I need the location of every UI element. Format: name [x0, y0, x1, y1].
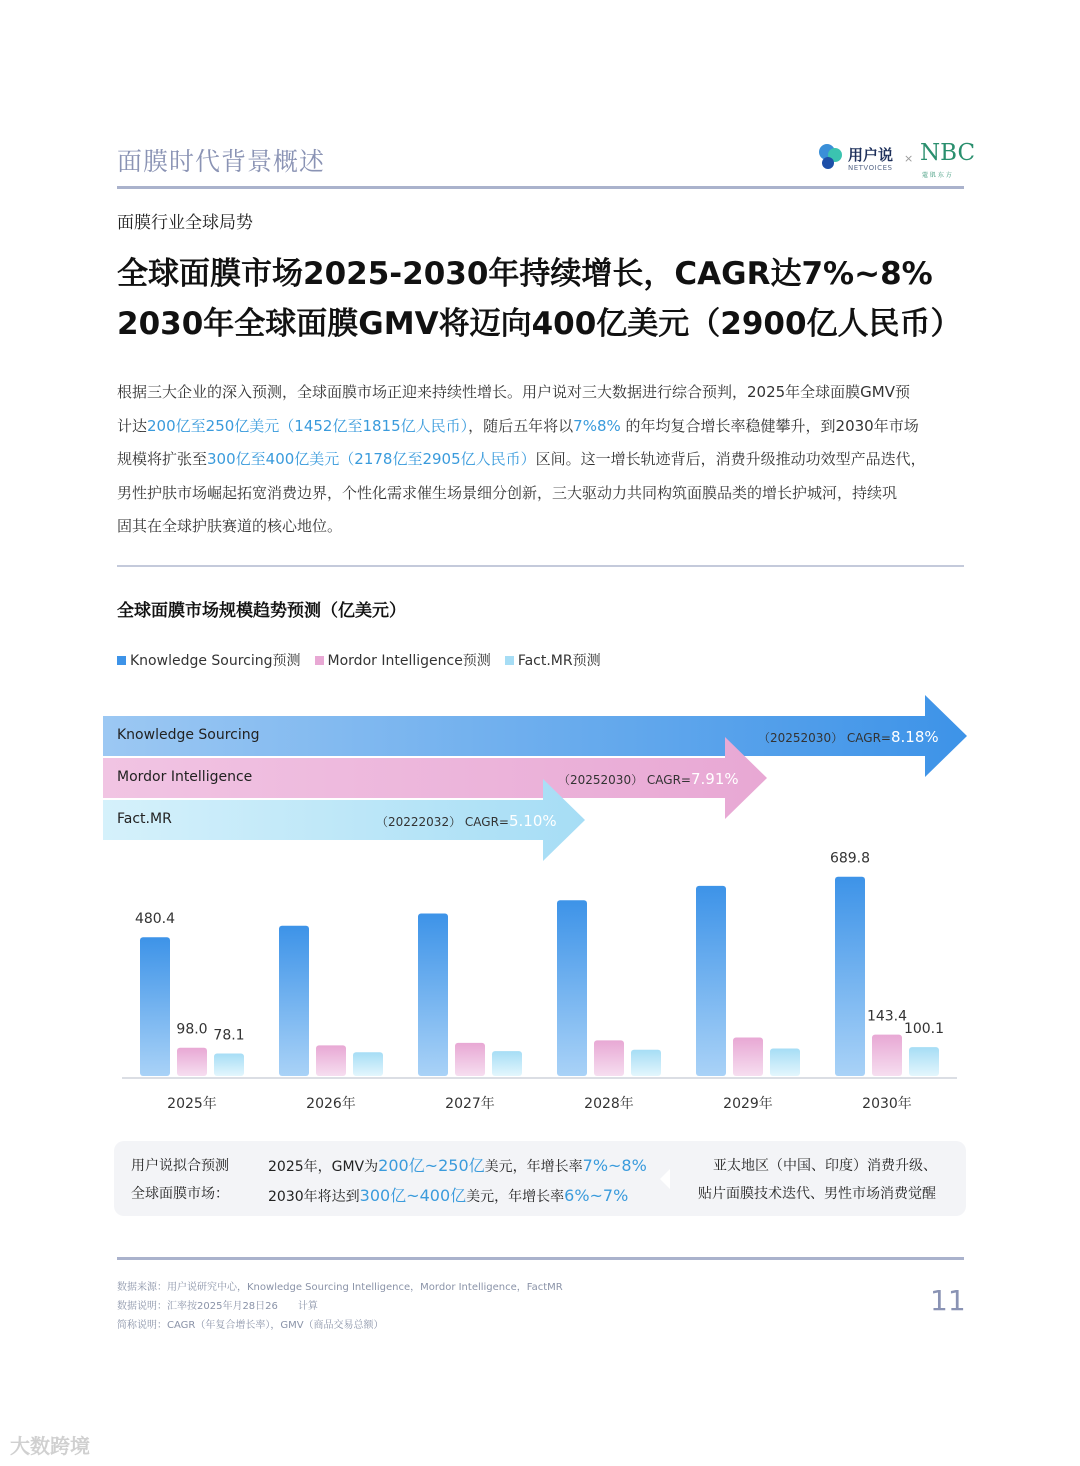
summary-2025: 2025年，GMV为200亿~250亿美元，年增长率7%~8%: [268, 1156, 647, 1175]
para-line: 根据三大企业的深入预测，全球面膜市场正迎来持续性增长。用户说对三大数据进行综合预判，2025年全球面膜GMV预: [117, 383, 911, 401]
x-tick-label: 2029年: [723, 1096, 773, 1112]
bar-fact-mr: [353, 1052, 383, 1076]
x-tick-label: 2028年: [584, 1096, 634, 1112]
footer-divider: [117, 1257, 964, 1260]
bar-chart: [0, 840, 1080, 1130]
footnote-source: 数据来源：用户说研究中心，Knowledge Sourcing Intelligence，Mordor Intelligence，FactMR: [117, 1282, 563, 1293]
bar-mordor-intelligence: [594, 1040, 624, 1076]
chart-legend: [117, 650, 601, 670]
intro-paragraph: [117, 376, 977, 544]
netvoices-logo-en: NETVOICES: [848, 164, 893, 172]
netvoices-logo-icon: [818, 142, 844, 172]
footnote-abbreviations: 简称说明：CAGR（年复合增长率），GMV（商品交易总额）: [117, 1320, 384, 1331]
nbc-logo-sub: 蔻 肌 东 方: [922, 172, 952, 179]
data-label: 143.4: [866, 1008, 908, 1025]
arrow-label-fact-mr: Fact.MR: [117, 811, 172, 827]
summary-drivers-1: 亚太地区（中国、印度）消费升级、: [713, 1158, 937, 1174]
cagr-fact-mr: （20222032） CAGR=5.10%: [376, 812, 557, 830]
bar-mordor-intelligence: [733, 1038, 763, 1076]
summary-2030: 2030年将达到300亿~400亿美元，年增长率6%~7%: [268, 1186, 629, 1205]
bar-knowledge-sourcing: [835, 877, 865, 1076]
data-label: 98.0: [176, 1021, 208, 1038]
legend-item: Knowledge Sourcing预测: [117, 650, 301, 670]
headline-line-1: 全球面膜市场2025-2030年持续增长，CAGR达7%~8%: [117, 256, 933, 292]
data-label: 480.4: [134, 911, 176, 928]
cagr-knowledge-sourcing: （20252030） CAGR=8.18%: [758, 728, 939, 746]
bar-knowledge-sourcing: [140, 937, 170, 1076]
chart-title: 全球面膜市场规模趋势预测（亿美元）: [117, 601, 406, 621]
page-number: 11: [930, 1284, 966, 1317]
arrow-label-knowledge-sourcing: Knowledge Sourcing: [117, 727, 260, 743]
legend-item: Fact.MR预测: [505, 650, 601, 670]
x-tick-label: 2030年: [862, 1096, 912, 1112]
nbc-logo: NBC: [920, 140, 976, 166]
headline-line-2: 2030年全球面膜GMV将迈向400亿美元（2900亿人民币）: [117, 306, 962, 342]
watermark: 大数跨境: [10, 1434, 90, 1458]
bar-fact-mr: [214, 1053, 244, 1076]
section-divider: [117, 565, 964, 567]
bar-knowledge-sourcing: [696, 886, 726, 1076]
bar-mordor-intelligence: [455, 1043, 485, 1076]
bar-mordor-intelligence: [316, 1045, 346, 1076]
x-tick-label: 2025年: [167, 1096, 217, 1112]
brand-logos: [818, 140, 976, 180]
chevron-left-icon: [658, 1169, 672, 1189]
legend-swatch-icon: [315, 656, 324, 665]
bar-fact-mr: [492, 1051, 522, 1076]
bar-knowledge-sourcing: [557, 900, 587, 1076]
cagr-mordor-intelligence: （20252030） CAGR=7.91%: [558, 770, 739, 788]
x-tick-label: 2026年: [306, 1096, 356, 1112]
bar-mordor-intelligence: [177, 1048, 207, 1076]
summary-box: [114, 1141, 966, 1216]
bar-fact-mr: [770, 1048, 800, 1076]
summary-label-1: 用户说拟合预测: [131, 1158, 229, 1174]
arrow-label-mordor-intelligence: Mordor Intelligence: [117, 769, 253, 785]
bar-fact-mr: [631, 1050, 661, 1076]
bar-knowledge-sourcing: [418, 914, 448, 1077]
sub-heading: 面膜行业全球局势: [117, 213, 253, 233]
summary-drivers-2: 贴片面膜技术迭代、男性市场消费觉醒: [698, 1186, 936, 1202]
legend-swatch-icon: [117, 656, 126, 665]
data-label: 78.1: [213, 1027, 245, 1044]
header-divider: [117, 186, 964, 189]
logo-separator: ×: [904, 152, 914, 165]
bar-mordor-intelligence: [872, 1035, 902, 1076]
para-line: 计达200亿至250亿美元（1452亿至1815亿人民币），随后五年将以7%8% 的年均复合增长率稳健攀升，到2030年市场: [117, 416, 919, 435]
data-label: 689.8: [829, 850, 871, 867]
legend-swatch-icon: [505, 656, 514, 665]
data-label: 100.1: [903, 1021, 945, 1038]
netvoices-logo-text: 用户说: [848, 146, 894, 164]
x-tick-label: 2027年: [445, 1096, 495, 1112]
bar-knowledge-sourcing: [279, 926, 309, 1076]
bar-fact-mr: [909, 1047, 939, 1076]
legend-item: Mordor Intelligence预测: [315, 650, 491, 670]
para-line: 固其在全球护肤赛道的核心地位。: [117, 517, 343, 535]
section-title: 面膜时代背景概述: [117, 147, 326, 176]
para-line: 男性护肤市场崛起拓宽消费边界，个性化需求催生场景细分创新，三大驱动力共同构筑面膜品类的增长护城河，持续巩: [117, 483, 898, 502]
summary-label-2: 全球面膜市场：: [131, 1186, 229, 1202]
footnote-data-note: 数据说明：汇率按2025年月28日26 计算: [117, 1301, 318, 1312]
para-line: 规模将扩张至300亿至400亿美元（2178亿至2905亿人民币）区间。这一增长轨迹背后，消费升级推动功效型产品迭代，: [117, 450, 926, 468]
